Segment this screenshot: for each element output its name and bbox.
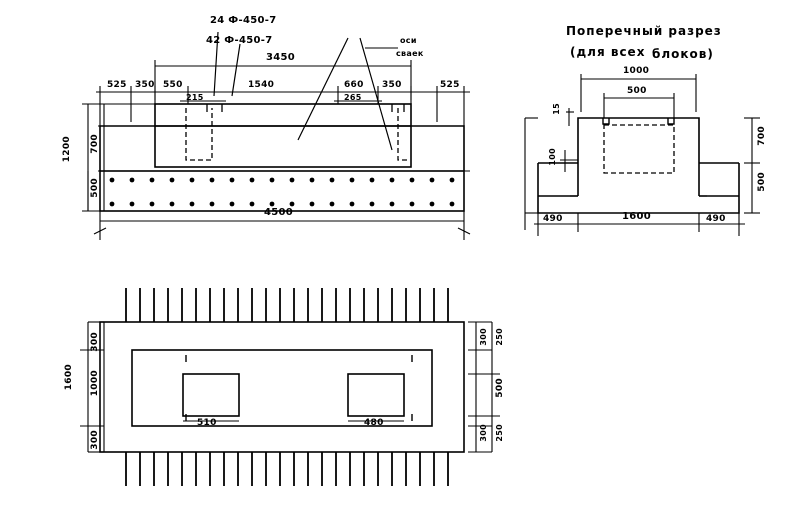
- dim-section-15: 15: [552, 103, 561, 115]
- elevation-bottom-slab: [100, 171, 464, 211]
- dim-plan-300-bottom: 300: [90, 430, 100, 450]
- dim-left-700: 700: [90, 134, 100, 154]
- plan-opening-right: [348, 374, 404, 416]
- dim-plan-right-300-top: 300: [479, 328, 488, 346]
- axis-note-line-1: оси: [400, 36, 417, 45]
- dim-section-700: 700: [757, 126, 767, 146]
- dim-left-1200: 1200: [62, 136, 72, 163]
- axis-note-line-2: сваек: [396, 49, 424, 58]
- elevation-dim-chain: [96, 86, 470, 126]
- section-subtitle-1: (для всех: [570, 45, 646, 59]
- section-title: Поперечный разрез: [566, 24, 722, 38]
- section-subtitle-2: блоков): [652, 47, 714, 61]
- dim-inner-265: 265: [344, 93, 362, 102]
- dim-plan-1000: 1000: [90, 370, 100, 397]
- elevation-pile-dots: [110, 178, 455, 207]
- dim-inner-215: 215: [186, 93, 204, 102]
- plan-view: [80, 288, 500, 486]
- dim-section-490-right: 490: [706, 214, 726, 224]
- dim-3450: 3450: [266, 52, 296, 63]
- callout-42f450-7: 42 Ф-450-7: [206, 35, 273, 46]
- dim-top-1: 525: [107, 80, 127, 90]
- dim-plan-opening-510: 510: [197, 418, 217, 428]
- plan-outline: [100, 322, 464, 452]
- plan-opening-left: [183, 374, 239, 416]
- dim-plan-right-250-bottom: 250: [495, 424, 504, 442]
- dim-plan-300-top: 300: [90, 332, 100, 352]
- dim-left-500: 500: [90, 178, 100, 198]
- dim-plan-right-300-bottom: 300: [479, 424, 488, 442]
- plan-bottom-ribs: [126, 452, 448, 486]
- dim-section-1600: 1600: [622, 211, 652, 222]
- dim-section-1000: 1000: [623, 66, 650, 76]
- dim-plan-opening-480: 480: [364, 418, 384, 428]
- plan-top-ribs: [126, 288, 448, 322]
- dim-plan-right-500: 500: [495, 378, 505, 398]
- elevation-leader-lines: [214, 32, 392, 150]
- dim-top-2: 350: [135, 80, 155, 90]
- dim-top-3: 550: [163, 80, 183, 90]
- elevation-hidden-recesses: [186, 108, 410, 160]
- dim-4500: 4500: [264, 207, 294, 218]
- section-hidden-core: [604, 125, 674, 173]
- dim-top-4: 1540: [248, 80, 275, 90]
- dim-plan-right-250-top: 250: [495, 328, 504, 346]
- dim-top-7: 525: [440, 80, 460, 90]
- dim-plan-1600: 1600: [64, 364, 74, 391]
- elevation-top-block: [155, 104, 411, 167]
- plan-inner-rect: [132, 350, 432, 426]
- dim-top-5: 660: [344, 80, 364, 90]
- callout-24f450-7: 24 Ф-450-7: [210, 15, 277, 26]
- dim-top-6: 350: [382, 80, 402, 90]
- dim-section-100: 100: [548, 148, 557, 166]
- dim-section-500-right: 500: [757, 172, 767, 192]
- dim-section-500: 500: [627, 86, 647, 96]
- dim-section-490-left: 490: [543, 214, 563, 224]
